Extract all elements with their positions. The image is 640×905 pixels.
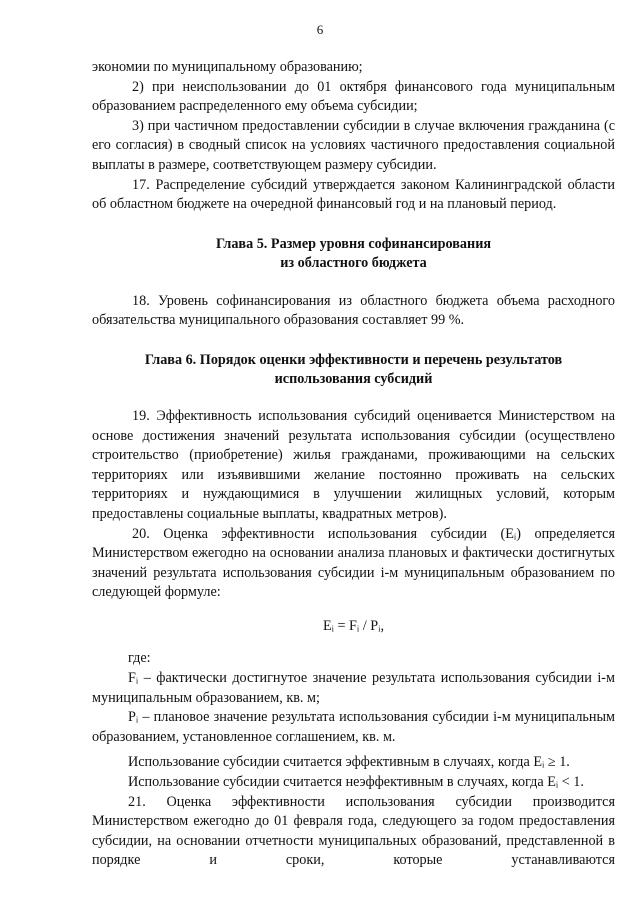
formula: Eᵢ = Fᵢ / Pᵢ, (322, 617, 385, 634)
paragraph-item-2: 2) при неиспользовании до 01 октября финансового года муниципальным образованием распределенного ему объема субсидии; (92, 78, 615, 115)
formula-where: где: (128, 650, 151, 667)
chapter-5-heading-line-1: Глава 5. Размер уровня софинансирования (215, 235, 492, 252)
chapter-6-heading-line-1: Глава 6. Порядок оценки эффективности и перечень результатов (144, 351, 563, 368)
paragraph-continuation: экономии по муниципальному образованию; (92, 59, 363, 75)
spacer (92, 636, 615, 649)
spacer (92, 331, 615, 351)
document-body (92, 58, 615, 871)
spacer (92, 603, 615, 617)
spacer (92, 273, 615, 292)
definition-p: Pᵢ – плановое значение результата использования субсидии i-м муниципальным образованием, установленное соглашением, кв. м. (92, 709, 615, 745)
page-number: 6 (316, 22, 324, 37)
spacer (92, 215, 615, 235)
chapter-6-heading-line-2: использования субсидий (274, 370, 433, 387)
paragraph-item-3: 3) при частичном предоставлении субсидии в случае включения гражданина (с его согласия) в сводный список на условиях частичного предоставления социальной выплаты в размере, соответствующем размеру субсидии. (92, 117, 615, 173)
definition-f: Fᵢ – фактически достигнутое значение результата использования субсидии i-м муниципальным образованием, кв. м; (92, 670, 615, 706)
paragraph-19: 19. Эффективность использования субсидий оценивается Министерством на основе достижения значений результата использования субсидии (осуществлено строительство (приобретение) жилья гражданами, проживающими на сельских территориях или изъявившими желание постоянно проживать на сельских территориях и нуждающимися в улучшении жилищных условий, которым предоставлены социальные выплаты, квадратных метров). (92, 407, 615, 522)
paragraph-17: 17. Распределение субсидий утверждается законом Калининградской области об областном бюджете на очередной финансовый год и на плановый период. (92, 176, 615, 213)
paragraph-20: 20. Оценка эффективности использования субсидии (Eᵢ) определяется Министерством ежегодно на основании анализа плановых и фактически достигнутых значений результата использования субсидии i-м муниципальным образованием по следующей формуле: (92, 525, 615, 601)
chapter-5-heading-line-2: из областного бюджета (280, 254, 427, 271)
spacer (92, 389, 615, 407)
ineffectiveness-condition: Использование субсидии считается неэффективным в случаях, когда Eᵢ < 1. (128, 774, 584, 791)
paragraph-21: 21. Оценка эффективности использования субсидии производится Министерством ежегодно до 01 февраля года, следующего за годом предоставления субсидии, на основании отчетности муниципальных образований, представленной в порядке и сроки, которые устанавливаются (92, 793, 615, 869)
paragraph-18: 18. Уровень софинансирования из областного бюджета объема расходного обязательства муниципального образования составляет 99 %. (92, 292, 615, 329)
effectiveness-condition: Использование субсидии считается эффективным в случаях, когда Eᵢ ≥ 1. (128, 754, 570, 771)
